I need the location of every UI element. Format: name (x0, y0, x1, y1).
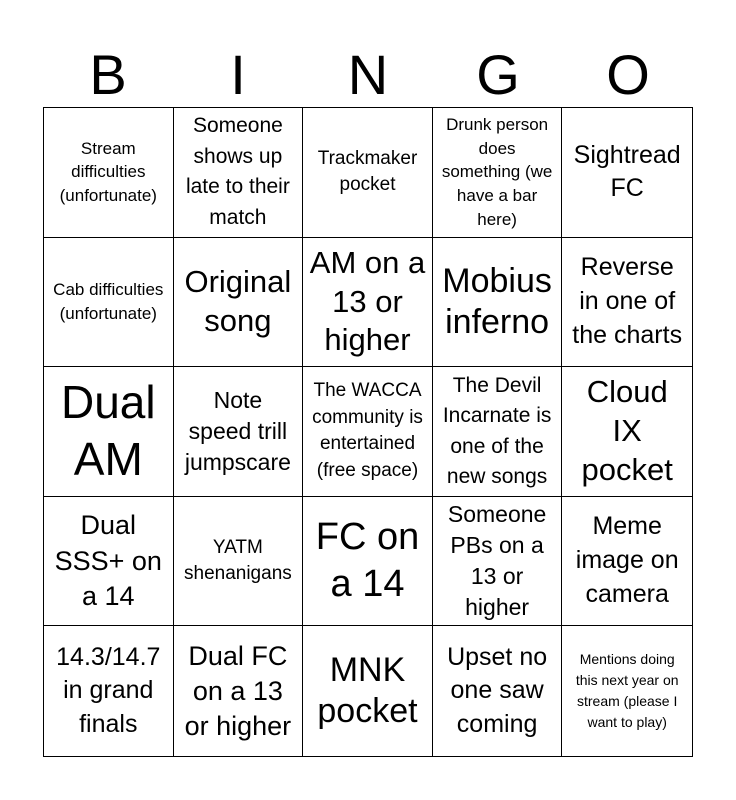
bingo-cell[interactable]: Trackmaker pocket (303, 108, 433, 238)
bingo-cell[interactable]: Cloud IX pocket (562, 367, 692, 497)
header-letter-g: G (476, 43, 520, 106)
header-letter-i: I (230, 43, 246, 106)
bingo-cell[interactable]: 14.3/14.7 in grand finals (44, 626, 174, 756)
bingo-cell[interactable]: FC on a 14 (303, 497, 433, 627)
bingo-cell[interactable]: The Devil Incarnate is one of the new songs (433, 367, 563, 497)
bingo-cell[interactable]: Dual FC on a 13 or higher (174, 626, 304, 756)
bingo-cell[interactable]: Drunk person does something (we have a bar here) (433, 108, 563, 238)
bingo-cell[interactable]: Original song (174, 238, 304, 368)
bingo-cell[interactable]: Mobius inferno (433, 238, 563, 368)
bingo-cell[interactable]: MNK pocket (303, 626, 433, 756)
bingo-cell[interactable]: Sightread FC (562, 108, 692, 238)
bingo-card (43, 107, 693, 757)
bingo-cell[interactable]: AM on a 13 or higher (303, 238, 433, 368)
free-space-cell[interactable]: The WACCA community is entertained (free space) (303, 367, 433, 497)
bingo-cell[interactable]: Reverse in one of the charts (562, 238, 692, 368)
bingo-cell[interactable]: YATM shenanigans (174, 497, 304, 627)
header-letter-b: B (89, 43, 127, 106)
header-letter-n: N (347, 43, 389, 106)
header-letter-o: O (606, 43, 650, 106)
bingo-cell[interactable]: Mentions doing this next year on stream (please I want to play) (575, 651, 679, 731)
bingo-cell[interactable]: Meme image on camera (562, 497, 692, 627)
bingo-cell[interactable]: Upset no one saw coming (433, 626, 563, 756)
bingo-cell[interactable]: Cab difficulties (unfortunate) (44, 238, 174, 368)
bingo-cell[interactable]: Someone shows up late to their match (174, 108, 304, 238)
bingo-cell[interactable]: Dual SSS+ on a 14 (44, 497, 174, 627)
bingo-cell[interactable]: Someone PBs on a 13 or higher (433, 497, 563, 627)
bingo-cell[interactable]: Note speed trill jumpscare (174, 367, 304, 497)
bingo-cell[interactable]: Stream difficulties (unfortunate) (44, 108, 174, 238)
bingo-cell[interactable]: Dual AM (44, 367, 174, 497)
bingo-header (43, 42, 693, 108)
